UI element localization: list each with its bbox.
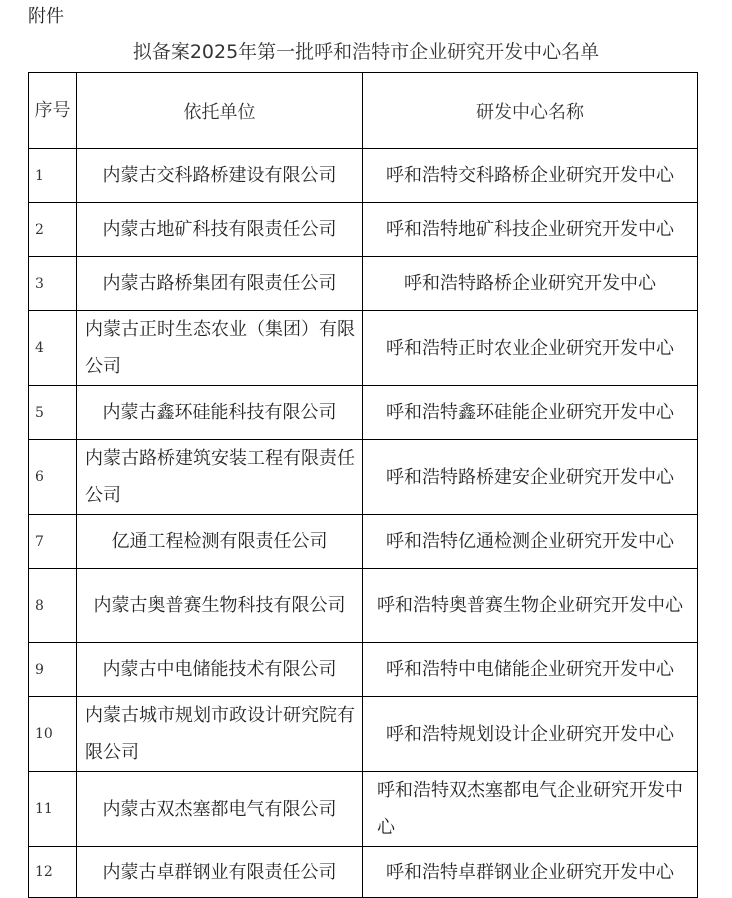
table-row (29, 772, 698, 847)
row-number: 3 (29, 257, 77, 311)
organization-name: 内蒙古城市规划市政设计研究院有限公司 (77, 697, 363, 772)
header-organization: 依托单位 (77, 73, 363, 149)
table-row (29, 311, 698, 386)
table-row (29, 203, 698, 257)
table-row (29, 515, 698, 569)
center-name: 呼和浩特鑫环硅能企业研究开发中心 (363, 386, 698, 440)
table-row (29, 697, 698, 772)
center-name: 呼和浩特中电储能企业研究开发中心 (363, 643, 698, 697)
organization-name: 内蒙古卓群钢业有限责任公司 (77, 847, 363, 898)
organization-name: 内蒙古交科路桥建设有限公司 (77, 149, 363, 203)
header-center-name: 研发中心名称 (363, 73, 698, 149)
center-name: 呼和浩特双杰塞都电气企业研究开发中心 (363, 772, 698, 847)
table-header-row (29, 73, 698, 149)
organization-name: 内蒙古地矿科技有限责任公司 (77, 203, 363, 257)
table-row (29, 847, 698, 898)
row-number: 9 (29, 643, 77, 697)
center-name: 呼和浩特路桥建安企业研究开发中心 (363, 440, 698, 515)
center-name: 呼和浩特正时农业企业研究开发中心 (363, 311, 698, 386)
organization-name: 内蒙古路桥建筑安装工程有限责任公司 (77, 440, 363, 515)
center-name: 呼和浩特交科路桥企业研究开发中心 (363, 149, 698, 203)
document-title: 拟备案2025年第一批呼和浩特市企业研究开发中心名单 (132, 41, 600, 63)
center-name: 呼和浩特地矿科技企业研究开发中心 (363, 203, 698, 257)
table-row (29, 386, 698, 440)
organization-name: 内蒙古鑫环硅能科技有限公司 (77, 386, 363, 440)
center-name: 呼和浩特规划设计企业研究开发中心 (363, 697, 698, 772)
organization-name: 亿通工程检测有限责任公司 (77, 515, 363, 569)
center-name: 呼和浩特奥普赛生物企业研究开发中心 (363, 569, 698, 643)
organization-name: 内蒙古双杰塞都电气有限公司 (77, 772, 363, 847)
row-number: 10 (29, 697, 77, 772)
table-row (29, 149, 698, 203)
row-number: 5 (29, 386, 77, 440)
row-number: 11 (29, 772, 77, 847)
row-number: 12 (29, 847, 77, 898)
header-serial-number: 序号 (29, 73, 77, 149)
organization-name: 内蒙古路桥集团有限责任公司 (77, 257, 363, 311)
table-row (29, 440, 698, 515)
center-list-table (28, 72, 698, 898)
row-number: 6 (29, 440, 77, 515)
table-row (29, 569, 698, 643)
organization-name: 内蒙古中电储能技术有限公司 (77, 643, 363, 697)
organization-name: 内蒙古奥普赛生物科技有限公司 (77, 569, 363, 643)
center-name: 呼和浩特亿通检测企业研究开发中心 (363, 515, 698, 569)
table-row (29, 643, 698, 697)
attachment-label: 附件 (28, 6, 64, 27)
row-number: 1 (29, 149, 77, 203)
organization-name: 内蒙古正时生态农业（集团）有限公司 (77, 311, 363, 386)
row-number: 2 (29, 203, 77, 257)
center-name: 呼和浩特路桥企业研究开发中心 (363, 257, 698, 311)
row-number: 4 (29, 311, 77, 386)
center-name: 呼和浩特卓群钢业企业研究开发中心 (363, 847, 698, 898)
table-row (29, 257, 698, 311)
row-number: 7 (29, 515, 77, 569)
row-number: 8 (29, 569, 77, 643)
